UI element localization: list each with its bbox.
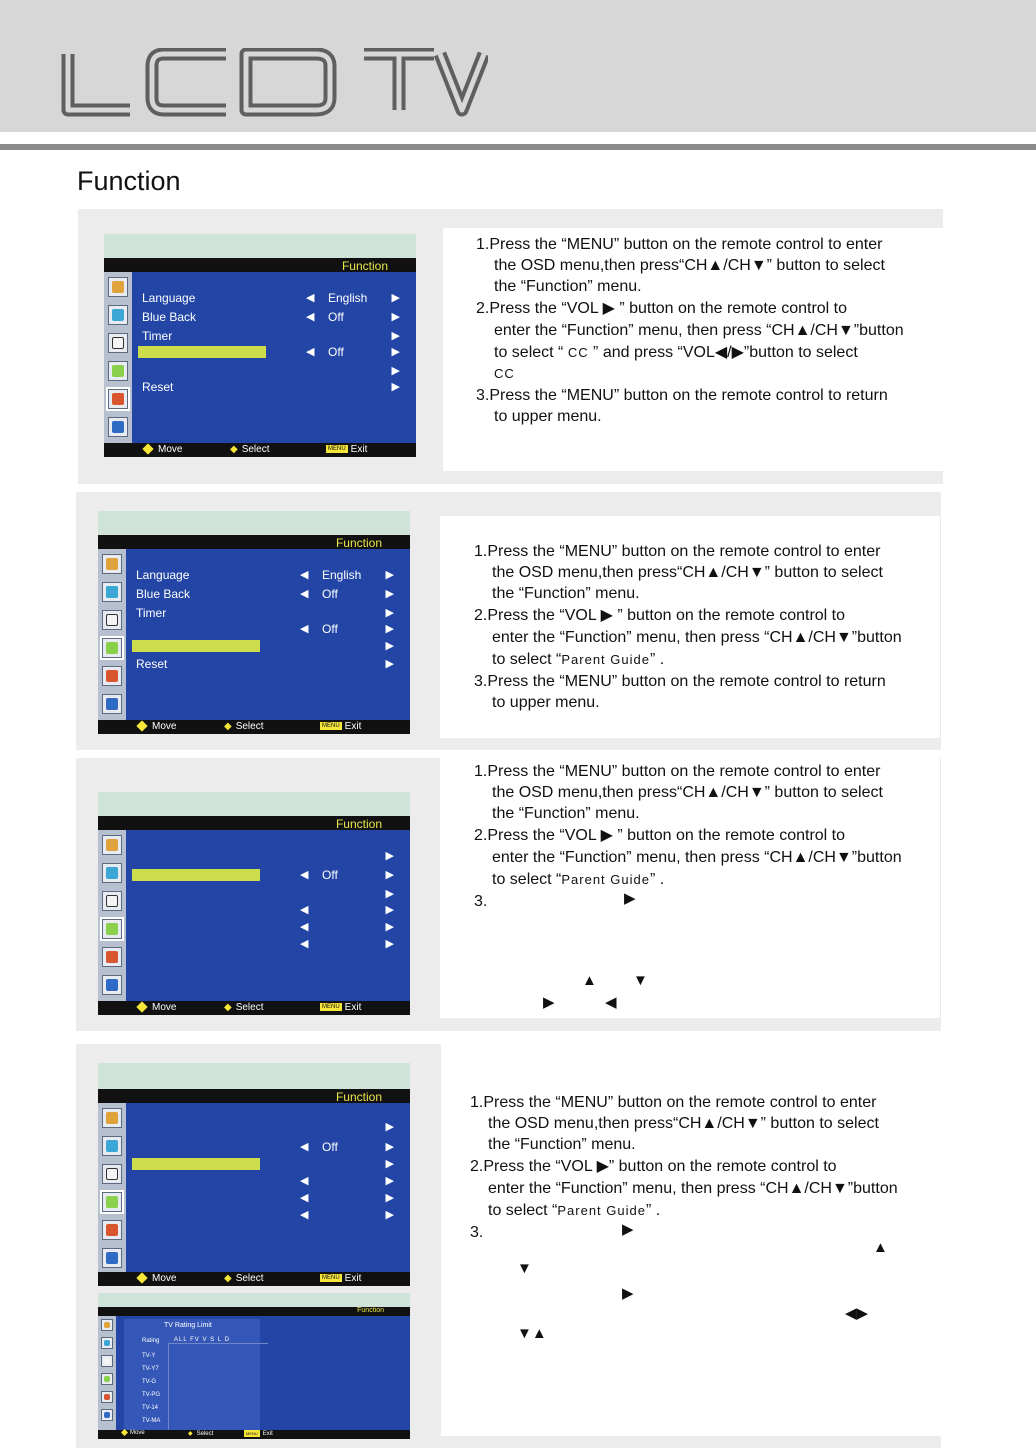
osd-row-timer [132,605,398,621]
osd-bottom-bar [98,1272,410,1286]
channel-icon [102,891,122,911]
instruction-line: enter the “Function” menu, then press “CH▲/CH▼”button [492,849,902,866]
instruction-line: the OSD menu,then press“CH▲/CH▼” button to select [494,257,885,274]
osd-top-band [98,792,410,816]
osd-row-6 [132,1207,398,1223]
left-arrow-icon: ◀ [300,588,309,600]
instruction-line: 2.Press the “VOL ▶ ” button on the remote control to [474,607,846,624]
left-right-triangles-icon: ◀▶ [845,1305,869,1322]
osd-title: Function [335,817,382,831]
instruction-line: 3.Press the “MENU” button on the remote control to return [474,673,886,690]
screen-icon [108,417,128,437]
instruction-line: the “Function” menu. [488,1136,636,1153]
instruction-line: the “Function” menu. [492,805,640,822]
right-arrow-icon: ▶ [385,1209,394,1221]
right-arrow-icon: ▶ [385,588,394,600]
right-triangle-icon: ▶ [622,1221,634,1238]
row-label: Timer [142,329,173,343]
menu-badge: MENU [328,446,346,453]
left-arrow-icon: ◀ [300,1192,309,1204]
lcd-tv-logo [58,48,488,118]
move-diamond-icon [121,1429,128,1436]
page-title: Function [77,166,181,196]
right-arrow-icon: ▶ [385,623,394,635]
left-arrow-icon: ◀ [306,311,315,323]
left-arrow-icon: ◀ [300,938,309,950]
osd-bottom-bar [98,1430,410,1439]
instruction-line: to upper menu. [494,408,602,425]
left-arrow-icon: ◀ [300,623,309,635]
select-arrows-icon: ◆ [224,1002,232,1013]
select-arrows-icon: ◆ [230,444,238,455]
instruction-line-select: to select “ CC ” and press “VOL◀/▶”button to select [494,344,858,361]
instruction-line-select: to select “Parent Guide” . [488,1202,661,1219]
osd-bottom-bar [104,443,416,457]
sound-icon [102,863,122,883]
row-value: Off [322,622,338,636]
osd-row-4 [132,902,398,918]
selection-highlight [132,869,260,881]
left-arrow-icon: ◀ [300,921,309,933]
right-arrow-icon: ▶ [385,640,394,652]
osd-row-language [138,290,404,306]
osd-title: Function [357,1307,384,1314]
rating-row: TV-MA [142,1418,161,1424]
row-label: Blue Back [136,587,191,601]
right-triangle-icon: ▶ [624,890,636,907]
instruction-line: to upper menu. [492,694,600,711]
exit-label: Exit [344,1002,362,1013]
sound-icon [102,1136,122,1156]
osd-row-3-selected [132,1156,398,1172]
osd-top-band [98,511,410,535]
instruction-line: enter the “Function” menu, then press “CH▲/CH▼”button [492,629,902,646]
picture-icon [108,277,128,297]
time-icon [102,1192,122,1212]
right-arrow-icon: ▶ [385,904,394,916]
osd-title: Function [341,259,388,273]
down-triangle-icon: ▼ [633,972,648,989]
instruction-line: 1.Press the “MENU” button on the remote control to enter [476,236,883,253]
osd-row-5 [132,1190,398,1206]
osd-row-parent-guide-selected [132,638,398,654]
right-arrow-icon: ▶ [391,381,400,393]
left-arrow-icon: ◀ [306,346,315,358]
right-arrow-icon: ▶ [385,921,394,933]
left-arrow-icon: ◀ [300,869,309,881]
row-value: English [328,291,368,305]
osd-bottom-bar [98,1001,410,1015]
left-arrow-icon: ◀ [300,904,309,916]
menu-badge: MENU [322,723,340,730]
right-triangle-icon: ▶ [622,1285,634,1302]
function-icon [101,1391,113,1403]
rating-row: TV-PG [142,1392,161,1398]
right-arrow-icon: ▶ [385,607,394,619]
rating-row: TV-Y7 [142,1366,159,1372]
select-label: Select [241,444,270,455]
screen-icon [101,1409,113,1421]
menu-badge: MENU [246,1431,258,1436]
osd-sidebar [98,1103,126,1272]
rating-row: TV-14 [142,1405,159,1411]
selection-highlight [138,346,266,358]
screen-icon [102,1248,122,1268]
osd-row-reset [132,656,398,672]
move-diamond-icon [136,721,147,732]
channel-icon [102,610,122,630]
osd-row-parent-guide [138,363,404,379]
selection-highlight [132,1158,260,1170]
osd-row-blue-back [138,309,404,325]
up-triangle-icon: ▲ [873,1239,888,1256]
rating-columns: ALL FV V S L D [174,1337,230,1343]
row-label: Language [136,568,190,582]
right-arrow-icon: ▶ [385,1175,394,1187]
instruction-line: 2.Press the “VOL ▶ ” button on the remote control to [474,827,846,844]
row-value: English [322,568,362,582]
move-diamond-icon [136,1002,147,1013]
time-icon [102,638,122,658]
row-value: Off [322,1140,338,1154]
osd-screen-3 [98,792,410,1015]
osd-bottom-bar [98,720,410,734]
row-label: Reset [136,657,168,671]
row-label: Language [142,291,196,305]
osd-row-1 [132,1119,398,1135]
right-arrow-icon: ▶ [391,311,400,323]
instruction-line-select: to select “Parent Guide” . [492,871,665,888]
exit-label: Exit [262,1431,273,1438]
right-arrow-icon: ▶ [385,888,394,900]
time-icon [101,1373,113,1385]
header-rule [0,144,1036,150]
rating-col-label: Rating [142,1338,160,1344]
right-arrow-icon: ▶ [385,658,394,670]
move-diamond-icon [136,1273,147,1284]
osd-row-reset [138,379,404,395]
osd-title: Function [335,1090,382,1104]
osd-screen-4 [98,1063,410,1286]
down-up-triangles-icon: ▼▲ [517,1325,547,1342]
sound-icon [101,1337,113,1349]
instruction-line: 1.Press the “MENU” button on the remote control to enter [470,1094,877,1111]
osd-row-2-selected [132,867,398,883]
left-arrow-icon: ◀ [300,569,309,581]
osd-row-2 [132,1139,398,1155]
osd-screen-rating [98,1293,410,1439]
right-arrow-icon: ▶ [385,1158,394,1170]
time-icon [108,361,128,381]
osd-title: Function [335,536,382,550]
row-value: Off [328,345,344,359]
sound-icon [108,305,128,325]
right-arrow-icon: ▶ [385,938,394,950]
osd-row-4 [132,1173,398,1189]
instruction-line: CC [494,366,515,381]
osd-row-1 [132,848,398,864]
select-arrows-icon: ◆ [224,721,232,732]
right-arrow-icon: ▶ [391,292,400,304]
rating-table-title: TV Rating Limit [164,1322,212,1329]
instruction-line: 2.Press the “VOL ▶ ” button on the remote control to [476,300,848,317]
osd-top-band [98,1293,410,1307]
select-label: Select [235,1273,264,1284]
function-icon [102,1220,122,1240]
move-diamond-icon [142,444,153,455]
osd-row-5 [132,919,398,935]
right-arrow-icon: ▶ [391,365,400,377]
osd-row-language [132,567,398,583]
instruction-line: the OSD menu,then press“CH▲/CH▼” button to select [492,784,883,801]
select-arrows-icon: ◆ [188,1431,193,1437]
osd-row-cc [132,621,398,637]
osd-top-band [104,234,416,258]
left-arrow-icon: ◀ [300,1175,309,1187]
osd-screen-2 [98,511,410,734]
screen-icon [102,694,122,714]
function-icon [102,666,122,686]
instruction-line: 3. [470,1224,484,1241]
left-triangle-icon: ◀ [605,994,617,1011]
exit-label: Exit [350,444,368,455]
instruction-line: 3.Press the “MENU” button on the remote control to return [476,387,888,404]
instruction-line: 1.Press the “MENU” button on the remote control to enter [474,763,881,780]
move-label: Move [152,721,177,732]
picture-icon [102,554,122,574]
instruction-line: the OSD menu,then press“CH▲/CH▼” button to select [492,564,883,581]
osd-row-cc-selected [138,344,404,360]
osd-top-band [98,1063,410,1089]
right-arrow-icon: ▶ [385,1121,394,1133]
row-label: Timer [136,606,167,620]
screen-icon [102,975,122,995]
select-label: Select [235,1002,264,1013]
picture-icon [102,1108,122,1128]
move-label: Move [158,444,183,455]
select-arrows-icon: ◆ [224,1273,232,1284]
right-arrow-icon: ▶ [385,569,394,581]
instruction-line: 2.Press the “VOL ▶” button on the remote control to [470,1158,837,1175]
instruction-line: the “Function” menu. [492,585,640,602]
left-arrow-icon: ◀ [306,292,315,304]
picture-icon [102,835,122,855]
row-value: Off [322,868,338,882]
time-icon [102,919,122,939]
row-label: Blue Back [142,310,197,324]
left-arrow-icon: ◀ [300,1209,309,1221]
instruction-line: 3. [474,893,488,910]
row-value: Off [328,310,344,324]
rating-grid [168,1343,268,1433]
channel-icon [101,1355,113,1367]
osd-row-3 [132,886,398,902]
right-arrow-icon: ▶ [385,850,394,862]
instruction-line: the “Function” menu. [494,278,642,295]
sound-icon [102,582,122,602]
menu-badge: MENU [322,1275,340,1282]
rating-row: TV-Y [142,1353,156,1359]
right-arrow-icon: ▶ [391,346,400,358]
osd-row-6 [132,936,398,952]
menu-badge: MENU [322,1004,340,1011]
up-triangle-icon: ▲ [582,972,597,989]
picture-icon [101,1319,113,1331]
instruction-line: the OSD menu,then press“CH▲/CH▼” button to select [488,1115,879,1132]
right-triangle-icon: ▶ [543,994,555,1011]
function-icon [102,947,122,967]
exit-label: Exit [344,721,362,732]
instruction-line: 1.Press the “MENU” button on the remote control to enter [474,543,881,560]
right-arrow-icon: ▶ [385,1192,394,1204]
osd-row-blue-back [132,586,398,602]
instruction-line: enter the “Function” menu, then press “CH▲/CH▼”button [488,1180,898,1197]
down-triangle-icon: ▼ [517,1260,532,1277]
move-label: Move [152,1002,177,1013]
exit-label: Exit [344,1273,362,1284]
select-label: Select [196,1431,214,1437]
selection-highlight [132,640,260,652]
row-label: Reset [142,380,174,394]
select-label: Select [235,721,264,732]
instruction-line: enter the “Function” menu, then press “CH▲/CH▼”button [494,322,904,339]
function-icon [108,389,128,409]
right-arrow-icon: ▶ [385,869,394,881]
move-label: Move [152,1273,177,1284]
left-arrow-icon: ◀ [300,1141,309,1153]
right-arrow-icon: ▶ [385,1141,394,1153]
row-value: Off [322,587,338,601]
right-arrow-icon: ▶ [391,330,400,342]
move-label: Move [130,1430,145,1437]
osd-screen-1 [104,234,416,457]
channel-icon [108,333,128,353]
instruction-line-select: to select “Parent Guide” . [492,651,665,668]
rating-row: TV-G [142,1379,157,1385]
osd-row-timer [138,328,404,344]
channel-icon [102,1164,122,1184]
